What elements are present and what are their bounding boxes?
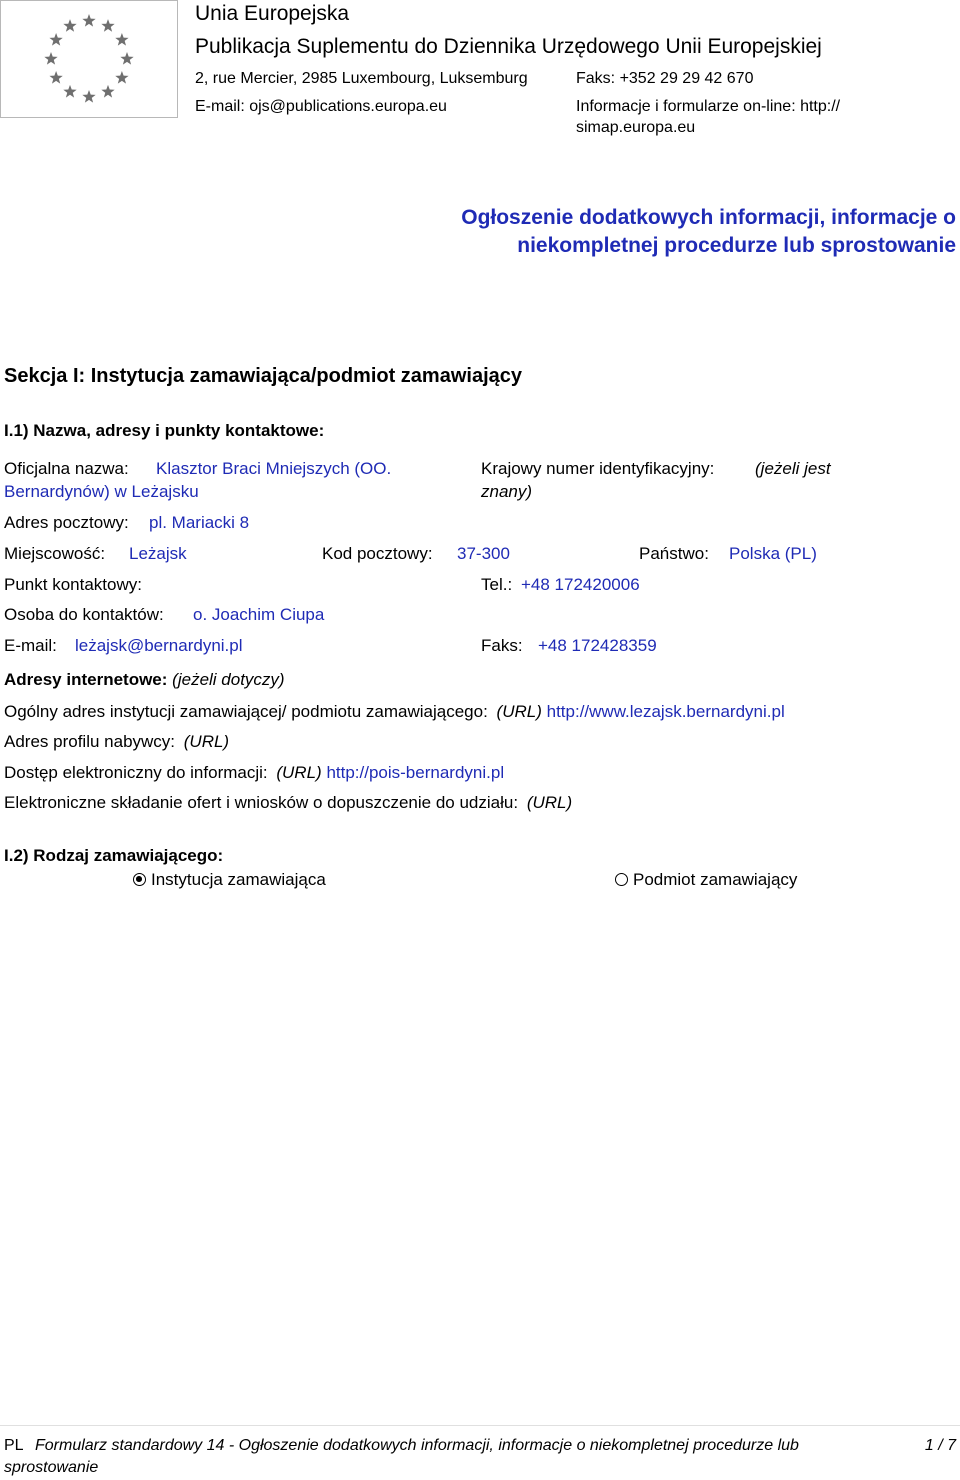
electronic-access-link[interactable]: http://pois-bernardyni.pl — [326, 763, 505, 782]
star-icon — [101, 19, 114, 32]
star-icon — [82, 90, 95, 103]
internet-addresses-label: Adresy internetowe: — [4, 670, 168, 689]
star-icon — [49, 71, 62, 84]
star-icon — [63, 85, 76, 98]
general-address-row — [4, 702, 785, 722]
buyer-profile-url-tag: (URL) — [183, 732, 230, 751]
option-contracting-authority[interactable] — [133, 870, 326, 890]
tel-label: Tel.: — [481, 575, 513, 594]
general-address-link[interactable]: http://www.lezajsk.bernardyni.pl — [546, 702, 785, 721]
postal-address-label: Adres pocztowy: — [4, 513, 129, 532]
official-name-value-2: Bernardynów) w Leżajsku — [4, 482, 199, 501]
postal-address-value: pl. Mariacki 8 — [149, 513, 250, 532]
eu-flag-logo — [0, 0, 178, 118]
star-icon — [63, 19, 76, 32]
radio-selected-icon[interactable] — [133, 873, 146, 886]
footer-lang: PL — [4, 1437, 24, 1454]
star-icon — [49, 33, 62, 46]
star-icon — [120, 52, 133, 65]
tel-value: +48 172420006 — [521, 575, 640, 594]
header-fax: Faks: +352 29 29 42 670 — [576, 70, 754, 87]
country-label: Państwo: — [639, 544, 709, 563]
town-value: Leżajsk — [129, 544, 187, 563]
electronic-submission-url-tag: (URL) — [526, 793, 573, 812]
buyer-profile-row — [4, 732, 229, 752]
section-heading: Sekcja I: Instytucja zamawiająca/podmiot zamawiający — [4, 365, 522, 387]
fax-value: +48 172428359 — [538, 636, 657, 655]
national-id-note-1: (jeżeli jest — [755, 459, 831, 478]
national-id-label: Krajowy numer identyfikacyjny: — [481, 459, 715, 478]
official-name-value-1: Klasztor Braci Mniejszych (OO. — [156, 459, 392, 478]
option-contracting-entity-label: Podmiot zamawiający — [633, 870, 798, 889]
postcode-value: 37-300 — [457, 544, 510, 563]
footer-form-line1: Formularz standardowy 14 - Ogłoszenie dodatkowych informacji, informacje o niekompletnej procedurze lub — [35, 1437, 799, 1454]
official-name-label: Oficjalna nazwa: — [4, 459, 129, 478]
general-address-url-tag: (URL) — [496, 702, 542, 721]
star-icon — [82, 14, 95, 27]
email-value[interactable]: leżajsk@bernardyni.pl — [75, 636, 243, 655]
star-icon — [115, 33, 128, 46]
electronic-access-url-tag: (URL) — [276, 763, 322, 782]
star-icon — [44, 52, 57, 65]
general-address-label: Ogólny adres instytucji zamawiającej/ podmiotu zamawiającego: — [4, 702, 488, 721]
email-label: E-mail: — [4, 636, 57, 655]
header-address: 2, rue Mercier, 2985 Luxembourg, Luksemburg — [195, 70, 528, 87]
internet-addresses-note: (jeżeli dotyczy) — [172, 670, 285, 689]
electronic-access-row — [4, 763, 504, 783]
national-id-note-2: znany) — [481, 482, 533, 501]
contact-point-label: Punkt kontaktowy: — [4, 575, 142, 594]
electronic-access-label: Dostęp elektroniczny do informacji: — [4, 763, 268, 782]
electronic-submission-label: Elektroniczne składanie ofert i wniosków o dopuszczenie do udziału: — [4, 793, 519, 812]
header-online-line1: Informacje i formularze on-line: http:// — [576, 98, 841, 115]
radio-unselected-icon[interactable] — [615, 873, 628, 886]
subsection-heading: I.1) Nazwa, adresy i punkty kontaktowe: — [4, 421, 325, 440]
header-org: Unia Europejska — [195, 2, 350, 25]
eu-stars-icon — [1, 1, 177, 117]
option-contracting-authority-label: Instytucja zamawiająca — [151, 870, 326, 889]
document-title: Ogłoszenie dodatkowych informacji, informacje o niekompletnej procedurze lub sprostowanie — [461, 206, 956, 257]
header-publication: Publikacja Suplementu do Dziennika Urzędowego Unii Europejskiej — [195, 35, 822, 58]
option-contracting-entity[interactable] — [615, 870, 797, 890]
star-icon — [101, 85, 114, 98]
footer-page-number: 1 / 7 — [924, 1437, 956, 1454]
contracting-type-heading: I.2) Rodzaj zamawiającego: — [4, 846, 224, 865]
footer-divider — [0, 1425, 960, 1426]
contact-person-value: o. Joachim Ciupa — [193, 605, 325, 624]
header-email: E-mail: ojs@publications.europa.eu — [195, 98, 447, 115]
fax-label: Faks: — [481, 636, 523, 655]
contact-person-label: Osoba do kontaktów: — [4, 605, 164, 624]
buyer-profile-label: Adres profilu nabywcy: — [4, 732, 176, 751]
country-value: Polska (PL) — [729, 544, 817, 563]
postcode-label: Kod pocztowy: — [322, 544, 433, 563]
internet-addresses-heading — [4, 670, 285, 690]
electronic-submission-row — [4, 793, 572, 813]
star-icon — [115, 71, 128, 84]
footer-form-line2: sprostowanie — [4, 1459, 99, 1476]
town-label: Miejscowość: — [4, 544, 106, 563]
header-online-line2: simap.europa.eu — [576, 119, 696, 136]
